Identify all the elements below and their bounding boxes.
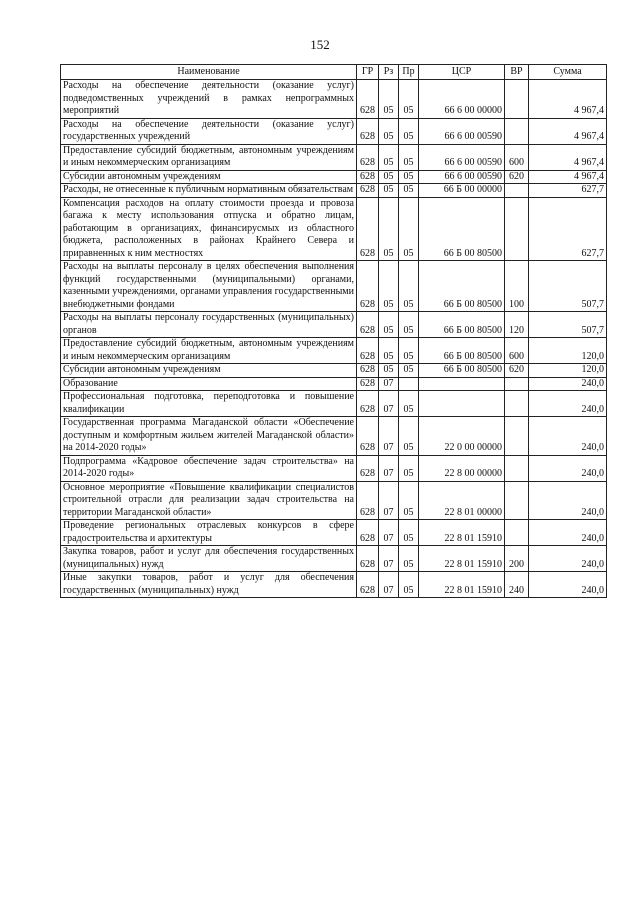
cell-vr	[505, 80, 529, 119]
table-row	[61, 417, 607, 456]
cell-rz: 05	[379, 312, 399, 338]
cell-name: Расходы на обеспечение деятельности (оказание услуг) государственных учреждений	[61, 118, 357, 144]
cell-rz: 07	[379, 546, 399, 572]
table-header-row	[61, 65, 607, 80]
cell-vr: 620	[505, 364, 529, 378]
cell-vr	[505, 118, 529, 144]
cell-pr: 05	[399, 572, 419, 598]
cell-rz: 07	[379, 520, 399, 546]
cell-pr: 05	[399, 391, 419, 417]
cell-csr: 22 8 00 00000	[419, 455, 505, 481]
cell-sum: 507,7	[529, 312, 607, 338]
cell-sum: 627,7	[529, 197, 607, 261]
cell-gr: 628	[357, 170, 379, 184]
cell-pr: 05	[399, 312, 419, 338]
cell-gr: 628	[357, 455, 379, 481]
cell-rz: 05	[379, 364, 399, 378]
budget-table	[60, 64, 607, 598]
cell-pr: 05	[399, 197, 419, 261]
table-row	[61, 455, 607, 481]
cell-pr: 05	[399, 118, 419, 144]
cell-pr: 05	[399, 144, 419, 170]
cell-pr: 05	[399, 455, 419, 481]
cell-name: Проведение региональных отраслевых конкурсов в сфере градостроительства и архитектуры	[61, 520, 357, 546]
table-row	[61, 170, 607, 184]
cell-gr: 628	[357, 481, 379, 520]
cell-rz: 05	[379, 170, 399, 184]
cell-vr	[505, 417, 529, 456]
cell-name: Закупка товаров, работ и услуг для обеспечения государственных (муниципальных) нужд	[61, 546, 357, 572]
cell-csr: 66 6 00 00000	[419, 80, 505, 119]
header-vr: ВР	[505, 65, 529, 80]
cell-name: Компенсация расходов на оплату стоимости проезда и провоза багажа к месту использования отпуска и обратно лицам, работающим в организациях, финансирусмых из областного бюджета, расположенных в районах Крайнего Севера и приравненных к ним местностях	[61, 197, 357, 261]
page-number: 152	[310, 37, 330, 52]
cell-vr: 100	[505, 261, 529, 312]
cell-csr: 22 8 01 00000	[419, 481, 505, 520]
table-row	[61, 572, 607, 598]
cell-rz: 05	[379, 184, 399, 198]
cell-vr: 600	[505, 338, 529, 364]
cell-pr: 05	[399, 261, 419, 312]
cell-pr: 05	[399, 338, 419, 364]
cell-csr: 22 8 01 15910	[419, 520, 505, 546]
table-row	[61, 520, 607, 546]
table-row	[61, 364, 607, 378]
cell-csr	[419, 377, 505, 391]
cell-gr: 628	[357, 118, 379, 144]
cell-sum: 4 967,4	[529, 118, 607, 144]
header-csr: ЦСР	[419, 65, 505, 80]
cell-sum: 4 967,4	[529, 170, 607, 184]
cell-vr: 600	[505, 144, 529, 170]
cell-pr: 05	[399, 184, 419, 198]
cell-sum: 240,0	[529, 391, 607, 417]
cell-sum: 240,0	[529, 520, 607, 546]
cell-vr: 620	[505, 170, 529, 184]
cell-rz: 05	[379, 118, 399, 144]
cell-csr: 66 6 00 00590	[419, 144, 505, 170]
cell-csr: 66 Б 00 80500	[419, 261, 505, 312]
table-row	[61, 144, 607, 170]
cell-vr: 200	[505, 546, 529, 572]
cell-name: Предоставление субсидий бюджетным, автономным учреждениям и иным некоммерческим организациям	[61, 144, 357, 170]
cell-rz: 07	[379, 455, 399, 481]
cell-csr: 66 6 00 00590	[419, 170, 505, 184]
cell-name: Профессиональная подготовка, переподготовка и повышение квалификации	[61, 391, 357, 417]
cell-sum: 4 967,4	[529, 80, 607, 119]
cell-name: Расходы, не отнесенные к публичным нормативным обязательствам	[61, 184, 357, 198]
cell-gr: 628	[357, 144, 379, 170]
table-row	[61, 118, 607, 144]
cell-gr: 628	[357, 391, 379, 417]
table-row	[61, 261, 607, 312]
cell-name: Государственная программа Магаданской области «Обеспечение доступным и комфортным жильем жителей Магаданской области» на 2014-2020 годы»	[61, 417, 357, 456]
cell-gr: 628	[357, 184, 379, 198]
cell-name: Основное мероприятие «Повышение квалификации специалистов строительной отрасли для реализации задач строительства на территории Магаданской области»	[61, 481, 357, 520]
cell-rz: 07	[379, 391, 399, 417]
cell-sum: 4 967,4	[529, 144, 607, 170]
cell-gr: 628	[357, 572, 379, 598]
header-gr: ГР	[357, 65, 379, 80]
cell-gr: 628	[357, 312, 379, 338]
header-name: Наименование	[61, 65, 357, 80]
cell-gr: 628	[357, 364, 379, 378]
table-row	[61, 312, 607, 338]
table-body	[61, 80, 607, 598]
cell-sum: 240,0	[529, 546, 607, 572]
cell-pr: 05	[399, 481, 419, 520]
table-row	[61, 481, 607, 520]
cell-rz: 05	[379, 144, 399, 170]
cell-rz: 05	[379, 338, 399, 364]
cell-csr: 66 6 00 00590	[419, 118, 505, 144]
cell-vr	[505, 520, 529, 546]
cell-rz: 05	[379, 261, 399, 312]
cell-vr	[505, 455, 529, 481]
cell-rz: 07	[379, 417, 399, 456]
cell-gr: 628	[357, 520, 379, 546]
cell-sum: 240,0	[529, 417, 607, 456]
cell-gr: 628	[357, 377, 379, 391]
cell-gr: 628	[357, 197, 379, 261]
table-row	[61, 197, 607, 261]
cell-name: Предоставление субсидий бюджетным, автономным учреждениям и иным некоммерческим организациям	[61, 338, 357, 364]
cell-vr	[505, 377, 529, 391]
cell-rz: 05	[379, 80, 399, 119]
table-row	[61, 546, 607, 572]
cell-name: Субсидии автономным учреждениям	[61, 364, 357, 378]
cell-csr: 66 Б 00 00000	[419, 184, 505, 198]
cell-sum: 120,0	[529, 338, 607, 364]
cell-name: Подпрограмма «Кадровое обеспечение задач строительства» на 2014-2020 годы»	[61, 455, 357, 481]
cell-gr: 628	[357, 338, 379, 364]
cell-pr: 05	[399, 364, 419, 378]
cell-csr: 22 8 01 15910	[419, 546, 505, 572]
cell-rz: 07	[379, 481, 399, 520]
cell-sum: 120,0	[529, 364, 607, 378]
cell-gr: 628	[357, 261, 379, 312]
table-row	[61, 184, 607, 198]
header-sum: Сумма	[529, 65, 607, 80]
cell-pr: 05	[399, 520, 419, 546]
header-pr: Пр	[399, 65, 419, 80]
cell-vr	[505, 184, 529, 198]
cell-pr: 05	[399, 170, 419, 184]
cell-name: Расходы на выплаты персоналу в целях обеспечения выполнения функций государственными (муниципальными) органами, казенными учреждениями, органами управления государственными внебюджетными фондами	[61, 261, 357, 312]
cell-vr	[505, 391, 529, 417]
cell-csr: 22 8 01 15910	[419, 572, 505, 598]
cell-vr: 240	[505, 572, 529, 598]
cell-gr: 628	[357, 546, 379, 572]
cell-csr: 66 Б 00 80500	[419, 338, 505, 364]
table-row	[61, 80, 607, 119]
cell-rz: 05	[379, 197, 399, 261]
cell-rz: 07	[379, 377, 399, 391]
table-row	[61, 391, 607, 417]
cell-gr: 628	[357, 80, 379, 119]
cell-sum: 507,7	[529, 261, 607, 312]
cell-name: Образование	[61, 377, 357, 391]
cell-pr: 05	[399, 546, 419, 572]
cell-csr	[419, 391, 505, 417]
cell-vr: 120	[505, 312, 529, 338]
cell-rz: 07	[379, 572, 399, 598]
cell-sum: 627,7	[529, 184, 607, 198]
cell-vr	[505, 197, 529, 261]
cell-vr	[505, 481, 529, 520]
cell-pr	[399, 377, 419, 391]
cell-name: Иные закупки товаров, работ и услуг для обеспечения государственных (муниципальных) нужд	[61, 572, 357, 598]
cell-pr: 05	[399, 417, 419, 456]
cell-csr: 22 0 00 00000	[419, 417, 505, 456]
cell-name: Расходы на выплаты персоналу государственных (муниципальных) органов	[61, 312, 357, 338]
cell-csr: 66 Б 00 80500	[419, 197, 505, 261]
cell-pr: 05	[399, 80, 419, 119]
cell-csr: 66 Б 00 80500	[419, 312, 505, 338]
cell-sum: 240,0	[529, 481, 607, 520]
table-row	[61, 377, 607, 391]
cell-name: Субсидии автономным учреждениям	[61, 170, 357, 184]
cell-gr: 628	[357, 417, 379, 456]
cell-sum: 240,0	[529, 455, 607, 481]
cell-csr: 66 Б 00 80500	[419, 364, 505, 378]
table-row	[61, 338, 607, 364]
cell-sum: 240,0	[529, 377, 607, 391]
cell-name: Расходы на обеспечение деятельности (оказание услуг) подведомственных учреждений в рамках непрограммных мероприятий	[61, 80, 357, 119]
cell-sum: 240,0	[529, 572, 607, 598]
header-rz: Рз	[379, 65, 399, 80]
